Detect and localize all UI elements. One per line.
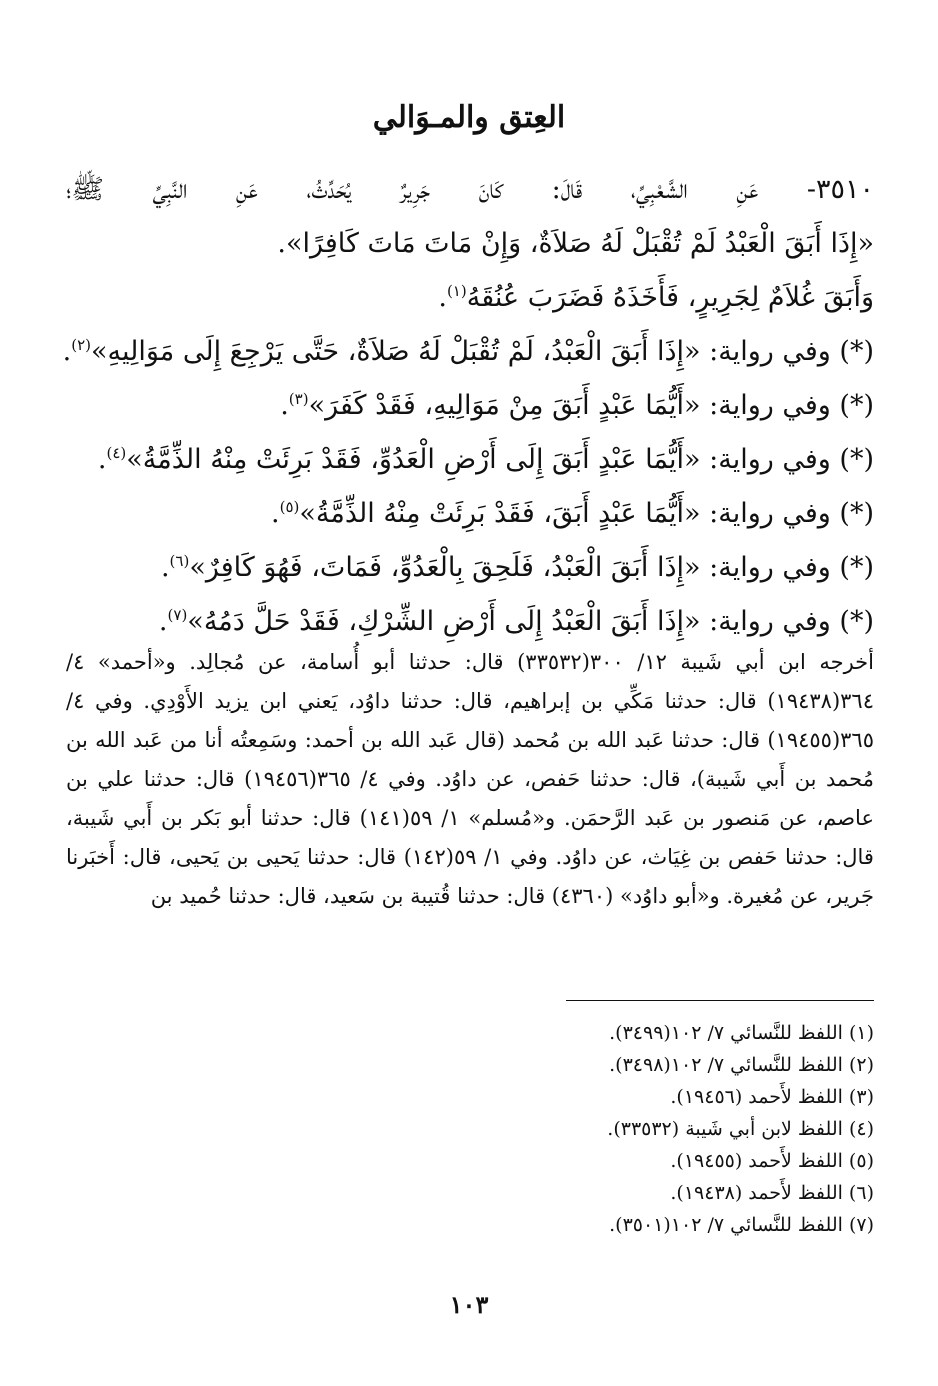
line-text: (*) وفي رواية: «إِذَا أَبَقَ الْعَبْدُ، فَلَحِقَ بِالْعَدُوِّ، فَمَاتَ، فَهُوَ كَافِرٌ» (189, 552, 874, 583)
footnote-ref: (٢) (71, 336, 91, 354)
footnote-item: (١) اللفظ للنَّسائي ٧/ ١٠٢(٣٤٩٩). (609, 1022, 874, 1044)
footnote-item: (٤) اللفظ لابن أبي شَيبة (٣٣٥٣٢). (607, 1118, 874, 1140)
footnote-ref: (٧) (167, 606, 188, 624)
footnotes-list (66, 1017, 874, 1241)
footnote-item: (٢) اللفظ للنَّسائي ٧/ ١٠٢(٣٤٩٨). (609, 1054, 874, 1076)
takhrij-paragraph: أخرجه ابن أبي شَيبة ١٢/ ٣٠٠(٣٣٥٣٢) قال: حدثنا أبو أُسامة، عن مُجالِد. و«أحمد» ٤/ ٣٦٤(١٩٤٣٨) قال: حدثنا مَكِّي بن إبراهيم، قال: حدثنا داوُد، يَعني ابن يزيد الأَوْدِي. وفي ٤/ ٣٦٥(١٩٤٥٥) قال: حدثنا عَبد الله بن مُحمد (قال عَبد الله بن أحمد: وسَمِعتُه أنا من عَبد الله بن مُحمد بن أَبي شَيبة)، قال: حدثنا حَفص، عن داوُد. وفي ٤/ ٣٦٥(١٩٤٥٦) قال: حدثنا علي بن عاصم، عن مَنصور بن عَبد الرَّحمَن. و«مُسلم» ١/ ٥٩(١٤١) قال: حدثنا أبو بَكر بن أَبي شَيبة، قال: حدثنا حَفص بن غِيَاث، عن داوُد. وفي ١/ ٥٩(١٤٢) قال: حدثنا يَحيى بن يَحيى، قال: أَخبَرنا جَرير، عن مُغيرة. و«أبو داوُد» (٤٣٦٠) قال: حدثنا قُتيبة بن سَعيد، قال: حدثنا حُميد بن (66, 650, 874, 908)
riwaya-line: (*) وفي رواية: «إِذَا أَبَقَ الْعَبْدُ إِلَى أَرْضِ الشِّرْكِ، فَقَدْ حَلَّ دَمُهُ»$^{(٧)}$. (158, 606, 874, 637)
footnote-ref: (١) (446, 282, 467, 300)
riwaya-line: (*) وفي رواية: «أَيُّمَا عَبْدٍ أَبَقَ مِنْ مَوَالِيهِ، فَقَدْ كَفَرَ»$^{(٣)}$. (280, 390, 874, 421)
footnote-ref: (٥) (279, 498, 300, 516)
riwaya-line: (*) وفي رواية: «أَيُّمَا عَبْدٍ أَبَقَ، فَقَدْ بَرِئَتْ مِنْهُ الذِّمَّةُ»$^{(٥)}$. (271, 498, 874, 529)
line-text: (*) وفي رواية: «أَيُّمَا عَبْدٍ أَبَقَ إِلَى أَرْضِ الْعَدُوِّ، فَقَدْ بَرِئَتْ مِنْهُ الذِّمَّةُ» (126, 444, 874, 475)
hadith-block (62, 163, 874, 649)
line-text: وَأَبَقَ غُلاَمٌ لِجَرِيرٍ، فَأَخَذَهُ فَضَرَبَ عُنُقَهُ (466, 282, 874, 313)
riwaya-line: (*) وفي رواية: «إِذَا أَبَقَ الْعَبْدُ، فَلَحِقَ بِالْعَدُوِّ، فَمَاتَ، فَهُوَ كَافِرٌ»$^{(٦)}$. (160, 552, 874, 583)
line-text: (*) وفي رواية: «إِذَا أَبَقَ الْعَبْدُ إِلَى أَرْضِ الشِّرْكِ، فَقَدْ حَلَّ دَمُهُ» (187, 606, 874, 637)
hadith-isnad-line: ٣٥١٠- عَنِ الشَّعْبِيِّ، قَالَ: كَانَ جَرِيرٌ يُحَدِّثُ، عَنِ النَّبِيِّ ﷺ؛ (66, 174, 874, 205)
footnote-item: (٧) اللفظ للنَّسائي ٧/ ١٠٢(٣٥٠١). (609, 1214, 874, 1236)
line-text: (*) وفي رواية: «أَيُّمَا عَبْدٍ أَبَقَ، فَقَدْ بَرِئَتْ مِنْهُ الذِّمَّةُ» (299, 498, 874, 529)
riwaya-line: (*) وفي رواية: «إِذَا أَبَقَ الْعَبْدُ، لَمْ تُقْبَلْ لَهُ صَلاَةٌ، حَتَّى يَرْجِعَ إِلَى مَوَالِيهِ»$^{(٢)}$. (62, 336, 874, 367)
footnote-ref: (٦) (169, 552, 190, 570)
chapter-title: العِتق والمـوَالي (372, 100, 566, 135)
hadith-narrative-line: وَأَبَقَ غُلاَمٌ لِجَرِيرٍ، فَأَخَذَهُ فَضَرَبَ عُنُقَهُ$^{(١)}$. (438, 282, 874, 313)
line-text: (*) وفي رواية: «إِذَا أَبَقَ الْعَبْدُ، لَمْ تُقْبَلْ لَهُ صَلاَةٌ، حَتَّى يَرْجِعَ إِلَى مَوَالِيهِ» (90, 336, 874, 367)
footnote-separator (566, 1000, 874, 1001)
footnote-item: (٣) اللفظ لأَحمد (١٩٤٥٦). (670, 1086, 874, 1108)
hadith-matn-line: «إِذَا أَبَقَ الْعَبْدُ لَمْ تُقْبَلْ لَهُ صَلاَةٌ، وَإِنْ مَاتَ مَاتَ كَافِرًا». (277, 228, 874, 259)
page-number: ١٠٣ (449, 1290, 489, 1319)
footnote-ref: (٣) (288, 390, 309, 408)
riwaya-line: (*) وفي رواية: «أَيُّمَا عَبْدٍ أَبَقَ إِلَى أَرْضِ الْعَدُوِّ، فَقَدْ بَرِئَتْ مِنْهُ الذِّمَّةُ»$^{(٤)}$. (97, 444, 874, 475)
footnote-item: (٥) اللفظ لأَحمد (١٩٤٥٥). (670, 1150, 874, 1172)
line-text: (*) وفي رواية: «أَيُّمَا عَبْدٍ أَبَقَ مِنْ مَوَالِيهِ، فَقَدْ كَفَرَ» (308, 390, 874, 421)
footnote-item: (٦) اللفظ لأَحمد (١٩٤٣٨). (670, 1182, 874, 1204)
footnote-ref: (٤) (106, 444, 127, 462)
